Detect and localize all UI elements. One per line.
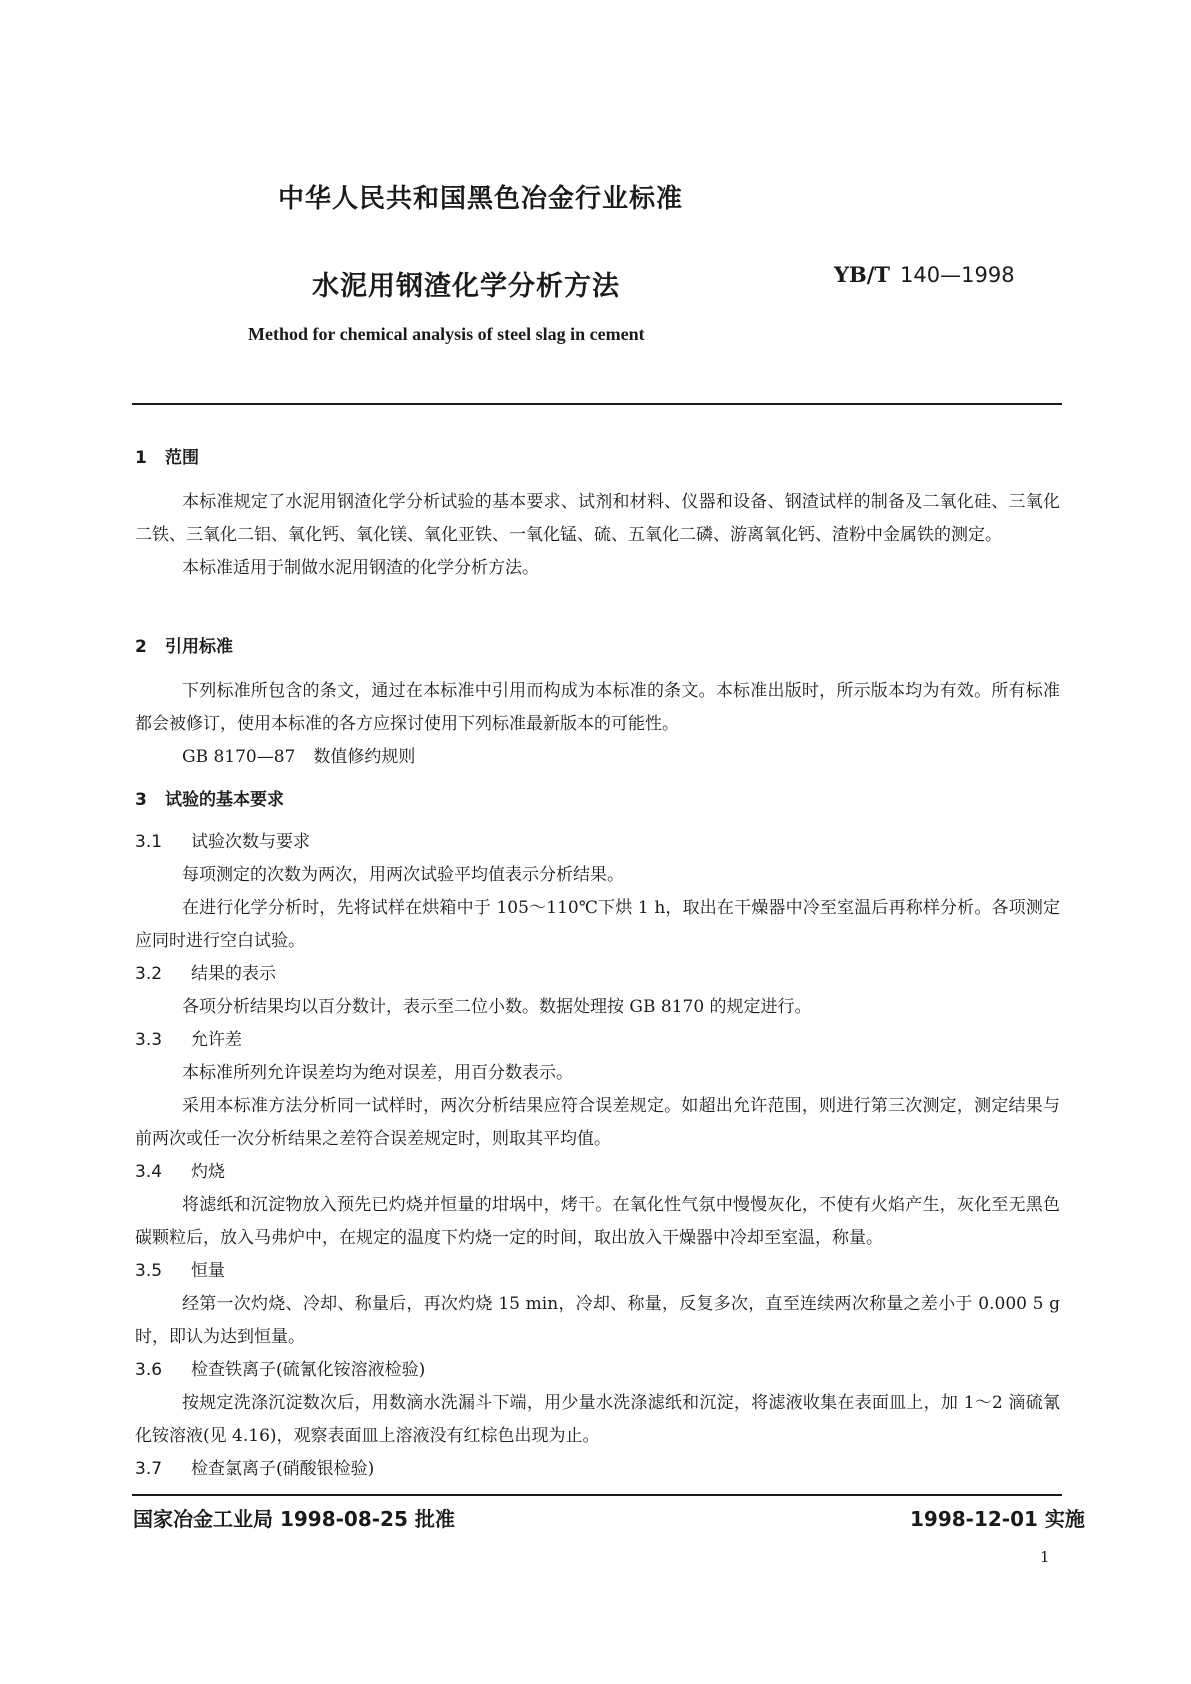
subsection-3-6-heading: 3.6 检查铁离子(硫氰化铵溶液检验) — [135, 1360, 426, 1380]
effective-date-line: 1998-12-01 实施 — [910, 1507, 1085, 1531]
subsection-3-2-heading: 3.2 结果的表示 — [135, 964, 276, 984]
section-2-paragraph-1: 下列标准所包含的条文，通过在本标准中引用而构成为本标准的条文。本标准出版时，所示版本均为有效。所有标准都会被修订，使用本标准的各方应探讨使用下列标准最新版本的可能性。 — [135, 681, 1060, 734]
subsection-3-5-paragraph-1: 经第一次灼烧、冷却、称量后，再次灼烧 15 min，冷却、称量，反复多次，直至连续两次称量之差小于 0.000 5 g 时，即认为达到恒量。 — [135, 1294, 1060, 1347]
section-1-paragraph-2: 本标准适用于制做水泥用钢渣的化学分析方法。 — [182, 558, 539, 578]
section-1-body — [135, 486, 1060, 585]
page-title: 水泥用钢渣化学分析方法 — [312, 271, 620, 302]
section-2-body — [135, 675, 1060, 774]
subsection-3-4-heading: 3.4 灼烧 — [135, 1162, 225, 1182]
section-1-heading: 1 范围 — [135, 448, 199, 468]
subsection-3-3-paragraph-1: 本标准所列允许误差均为绝对误差，用百分数表示。 — [182, 1063, 573, 1083]
header-divider — [132, 403, 1062, 405]
subsection-3-1-paragraph-1: 每项测定的次数为两次，用两次试验平均值表示分析结果。 — [182, 865, 624, 885]
subsection-3-7-heading: 3.7 检查氯离子(硝酸银检验) — [135, 1459, 375, 1479]
subsection-3-5-heading: 3.5 恒量 — [135, 1261, 225, 1281]
section-3-heading: 3 试验的基本要求 — [135, 790, 284, 810]
footer-divider — [132, 1494, 1062, 1496]
section-1-paragraph-1: 本标准规定了水泥用钢渣化学分析试验的基本要求、试剂和材料、仪器和设备、钢渣试样的制备及二氧化硅、三氧化二铁、三氧化二铝、氧化钙、氧化镁、氧化亚铁、一氧化锰、硫、五氧化二磷、游离氧化钙、渣粉中金属铁的测定。 — [135, 492, 1060, 545]
standard-code: 140—1998 — [900, 263, 1015, 287]
standard-prefix: YB/T — [834, 262, 891, 287]
subsection-3-1-paragraph-2: 在进行化学分析时，先将试样在烘箱中于 105～110℃下烘 1 h，取出在干燥器中冷至室温后再称样分析。各项测定应同时进行空白试验。 — [135, 898, 1060, 951]
page-number: 1 — [1040, 1548, 1050, 1566]
subsection-3-2-paragraph-1: 各项分析结果均以百分数计，表示至二位小数。数据处理按 GB 8170 的规定进行。 — [182, 997, 812, 1017]
standard-category: 中华人民共和国黑色冶金行业标准 — [278, 184, 684, 214]
subsection-3-6-paragraph-1: 按规定洗涤沉淀数次后，用数滴水洗漏斗下端，用少量水洗涤滤纸和沉淀，将滤液收集在表面皿上，加 1～2 滴硫氰化铵溶液(见 4.16)，观察表面皿上溶液没有红棕色出现为止。 — [135, 1393, 1060, 1446]
subsection-3-4-paragraph-1: 将滤纸和沉淀物放入预先已灼烧并恒量的坩埚中，烤干。在氧化性气氛中慢慢灰化，不使有火焰产生，灰化至无黑色碳颗粒后，放入马弗炉中，在规定的温度下灼烧一定的时间，取出放入干燥器中冷却至室温，称量。 — [135, 1195, 1060, 1248]
section-3-body — [135, 826, 1060, 1486]
subsection-3-1-heading: 3.1 试验次数与要求 — [135, 832, 310, 852]
approval-line: 国家冶金工业局 1998-08-25 批准 — [133, 1507, 455, 1531]
standard-number — [834, 262, 1015, 287]
normative-reference: GB 8170—87 数值修约规则 — [182, 747, 416, 767]
subsection-3-3-paragraph-2: 采用本标准方法分析同一试样时，两次分析结果应符合误差规定。如超出允许范围，则进行第三次测定，测定结果与前两次或任一次分析结果之差符合误差规定时，则取其平均值。 — [135, 1096, 1060, 1149]
subsection-3-3-heading: 3.3 允许差 — [135, 1030, 242, 1050]
english-title: Method for chemical analysis of steel slag in cement — [248, 324, 645, 344]
section-2-heading: 2 引用标准 — [135, 637, 233, 657]
